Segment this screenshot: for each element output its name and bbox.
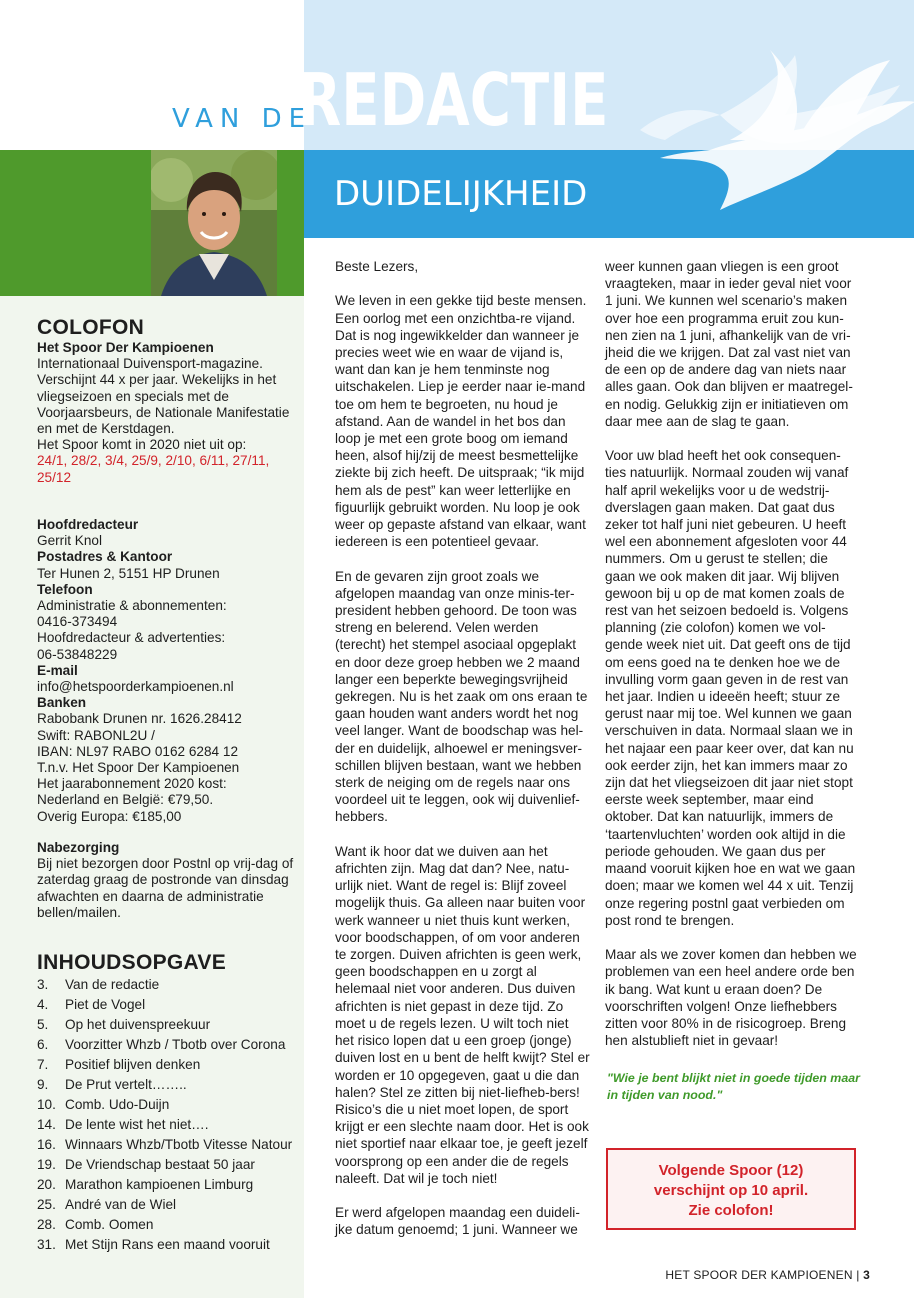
colofon-contacts	[37, 517, 299, 825]
price-intro: Het jaarabonnement 2020 kost:	[37, 776, 227, 792]
contents-label: Comb. Udo-Duijn	[65, 1097, 170, 1112]
phone-label: Telefoon	[37, 581, 93, 597]
phone-admin: 0416-373494	[37, 614, 118, 630]
phone-editor: 06-53848229	[37, 646, 118, 662]
editor-name: Gerrit Knol	[37, 533, 102, 549]
list-item[interactable]	[37, 1055, 299, 1075]
page-number: 31.	[37, 1237, 56, 1252]
page-number: 7.	[37, 1057, 49, 1072]
page-number: 5.	[37, 1017, 49, 1032]
page-footer	[665, 1268, 870, 1282]
contents-label: Marathon kampioenen Limburg	[65, 1177, 254, 1192]
contents-label: Piet de Vogel	[65, 997, 146, 1012]
banks-label: Banken	[37, 695, 87, 711]
contents-heading: INHOUDSOPGAVE	[37, 951, 227, 974]
list-item[interactable]	[37, 1115, 299, 1135]
dove-icon	[700, 55, 910, 165]
salutation: Beste Lezers,	[335, 259, 419, 274]
aftercare-label: Nabezorging	[37, 840, 120, 855]
paragraph: Voor uw blad heeft het ook consequen-ties natuurlijk. Normaal zouden wij vanaf half april wekelijks voor u de wedstrij-dverslagen gaan maken. Dat gaat dus zeker tot half juni niet gebeuren. U heeft wel een abonnement afgesloten voor 44 nummers. Om u gerust te stellen; die gaan we ook maken dit jaar. Wij blijven gewoon bij u op de mat komen zoals de rest van het seizoen bedoeld is. Volgens planning (zie colofon) komen we vol-gende week niet uit. Dat geeft ons de tijd om eens goed na te denken hoe we de invulling vorm gaan geven in de rest van het jaar. Indien u ideeën heeft; stuur ze gerust naar mij toe. Wel kunnen we gaan verschuiven in data. Normaal slaan we in het najaar een paar keer over, dat kan nu ook eerder zijn, het kan immers maar zo zijn dat het vliegseizoen dit jaar niet stopt eerste week september, maar eind oktober. Dat kan natuurlijk, immers de ‘taartenvluchten’ worden ook altijd in die periode gehouden. We gaan dus per maand vooruit kijken hoe en wat we gaan doen; maar we komen wel 44 x uit. Tenzij onze regering postnl gaat verbieden om post rond te brengen.	[605, 448, 856, 928]
bank-line: Rabobank Drunen nr. 1626.28412	[37, 711, 242, 727]
section-title: REDACTIE	[298, 58, 609, 142]
contents-label: André van de Wiel	[65, 1197, 177, 1212]
notice-line: Volgende Spoor (12)	[658, 1162, 804, 1179]
list-item[interactable]	[37, 1155, 299, 1175]
contents-label: Voorzitter Whzb / Tbotb over Corona	[65, 1037, 286, 1052]
contents-label: De lente wist het niet….	[65, 1117, 209, 1132]
next-issue-notice	[606, 1148, 856, 1230]
contents-label: Op het duivenspreekuur	[65, 1017, 211, 1032]
paragraph: Er werd afgelopen maandag een duideli-jke datum genoemd; 1 juni. Wanneer we	[335, 1205, 580, 1238]
page-number: 25.	[37, 1197, 56, 1212]
page-number: 3	[863, 1268, 870, 1282]
list-item[interactable]	[37, 1175, 299, 1195]
paragraph: En de gevaren zijn groot zoals we afgelopen maandag van onze minis-ter-president hebben gehoord. De toon was streng en belerend. Velen werden (terecht) het stempel asociaal opgeplakt en door deze groep hebben we 2 maand langer een beperkte bewegingsvrijheid gekregen. Nu is het zaak om ons eraan te gaan houden want anders wordt het nog veel langer. Want de boodschap was hel-der en duidelijk, alhoewel er meningsver-schillen blijven bestaan, want we hebben sterk de neiging om de regels naar ons voordeel uit te leggen, ook wij duivenlief-hebbers.	[335, 568, 588, 825]
contents-label: De Prut vertelt……..	[65, 1077, 187, 1092]
table-of-contents	[37, 951, 299, 1255]
price-eu: Overig Europa: €185,00	[37, 808, 182, 824]
editor-label: Hoofdredacteur	[37, 517, 139, 532]
contents-list	[37, 975, 299, 1255]
footer-publication: HET SPOOR DER KAMPIOENEN	[665, 1268, 853, 1282]
page-number: 28.	[37, 1217, 56, 1232]
page-number: 16.	[37, 1137, 56, 1152]
list-item[interactable]	[37, 1075, 299, 1095]
article-column-2	[605, 258, 861, 1067]
bank-line: Swift: RABONL2U /	[37, 727, 155, 743]
footer-separator: |	[856, 1268, 860, 1282]
bank-line: IBAN: NL97 RABO 0162 6284 12	[37, 743, 239, 759]
list-item[interactable]	[37, 975, 299, 995]
article-column-1	[335, 258, 591, 1256]
contents-label: Positief blijven denken	[65, 1057, 201, 1072]
email-address[interactable]: info@hetspoorderkampioenen.nl	[37, 679, 234, 695]
list-item[interactable]	[37, 995, 299, 1015]
colofon	[37, 316, 299, 486]
aftercare-text: Bij niet bezorgen door Postnl op vrij-dag of zaterdag graag de postronde van dinsdag afwachten en daarna de administratie bellen/mailen.	[37, 856, 294, 920]
editor-photo	[151, 150, 277, 296]
page-number: 10.	[37, 1097, 56, 1112]
list-item[interactable]	[37, 1215, 299, 1235]
skip-dates: 24/1, 28/2, 3/4, 25/9, 2/10, 6/11, 27/11, 25/12	[37, 453, 270, 485]
publication-name: Het Spoor Der Kampioenen	[37, 340, 214, 355]
notice-line: verschijnt op 10 april.	[653, 1182, 809, 1199]
contents-label: Winnaars Whzb/Tbotb Vitesse Natour	[65, 1137, 293, 1152]
page-number: 14.	[37, 1117, 56, 1132]
pull-quote: "Wie je bent blijkt niet in goede tijden maar in tijden van nood."	[607, 1071, 860, 1103]
list-item[interactable]	[37, 1015, 299, 1035]
paragraph: weer kunnen gaan vliegen is een groot vraagteken, maar in ieder geval niet voor 1 juni. We kunnen wel scenario’s maken over hoe een programma eruit zou kun-nen zien na 1 juni, afhankelijk van de vri-jheid die we krijgen. Dat zal vast niet van de een op de andere dag van niets naar alles gaan. Ook dan blijven er maatregel-en nodig. Gelukkig zijn er initiatieven om daar mee aan de slag te gaan.	[605, 259, 853, 429]
contents-label: De Vriendschap bestaat 50 jaar	[65, 1157, 255, 1172]
price-nl-be: Nederland en België: €79,50.	[37, 792, 214, 808]
paragraph: Maar als we zover komen dan hebben we problemen van een heel andere orde ben ik bang. Wat kunt u eraan doen? De voorschriften volgen! Onze liefhebbers zitten voor 80% in de risicogroep. Breng hen alstublieft niet in gevaar!	[605, 947, 857, 1049]
page-number: 19.	[37, 1157, 56, 1172]
phone-admin-label: Administratie & abonnementen:	[37, 598, 227, 614]
contents-label: Comb. Oomen	[65, 1217, 154, 1232]
page-number: 3.	[37, 977, 49, 992]
colofon-heading: COLOFON	[37, 316, 145, 339]
address-label: Postadres & Kantoor	[37, 549, 173, 565]
list-item[interactable]	[37, 1035, 299, 1055]
page-number: 9.	[37, 1077, 49, 1092]
phone-editor-label: Hoofdredacteur & advertenties:	[37, 630, 226, 646]
list-item[interactable]	[37, 1235, 299, 1255]
email-label: E-mail	[37, 662, 78, 678]
paragraph: Want ik hoor dat we duiven aan het africhten zijn. Mag dat dan? Nee, natu-urlijk niet. Want de regel is: Blijf zoveel mogelijk thuis. Ga alleen naar buiten voor werk wanneer u niet thuis kunt werken, voor boodschappen, of om voor anderen te zorgen. Duiven africhten is geen werk, geen boodschappen en u zorgt al helemaal niet voor anderen. Dus duiven africhten is niet gepast in deze tijd. Zo moet u de regels lezen. U wilt toch niet het risico lopen dat u een groep (jonge) duiven lost en u bent de helft kwijt? Stel er worden er 10 opgegeven, gaat u die dan halen? Stel ze zitten bij niet-liefheb-bers! Risico’s die u niet moet lopen, de sport krijgt er een slechte naam door. Het is ook niet sportief naar elkaar toe, je geeft jezelf voorsprong op een ander die de regels naleeft. Dat wil je toch niet!	[335, 843, 590, 1186]
list-item[interactable]	[37, 1195, 299, 1215]
paragraph: We leven in een gekke tijd beste mensen. Een oorlog met een onzichtba-re vijand. Dat is nog ingewikkelder dan wanneer je precies weet wie en waar de vijand is, want dan kan je hem tenminste nog uitschakelen. Liep je eerder naar ie-mand toe om hem te begroeten, nu houd je afstand. Aan de wandel in het bos dan loop je met een grote boog om iemand heen, alsof hij/zij de meest besmettelijke ziekte bij zich heeft. De uitspraak; “ik mijd hem als de pest” kan weer letterlijke en figuurlijk gebruikt worden. Nu loop je ook weer op gepaste afstand van elkaar, want iedereen is een potentieel gevaar.	[335, 293, 587, 550]
aftercare	[37, 840, 299, 921]
article-title: DUIDELIJKHEID	[334, 174, 588, 214]
contents-label: Met Stijn Rans een maand vooruit	[65, 1237, 270, 1252]
list-item[interactable]	[37, 1095, 299, 1115]
address: Ter Hunen 2, 5151 HP Drunen	[37, 565, 220, 581]
page-number: 6.	[37, 1037, 49, 1052]
notice-line: Zie colofon!	[688, 1202, 774, 1219]
bank-line: T.n.v. Het Spoor Der Kampioenen	[37, 760, 240, 776]
dates-intro: Het Spoor komt in 2020 niet uit op:	[37, 437, 247, 453]
list-item[interactable]	[37, 1135, 299, 1155]
publication-description: Internationaal Duivensport-magazine. Verschijnt 44 x per jaar. Wekelijks in het vliegseizoen en specials met de Voorjaarsbeurs, de Nationale Manifestatie en met de Kerstdagen.	[37, 356, 290, 437]
contents-label: Van de redactie	[65, 977, 160, 992]
page-number: 20.	[37, 1177, 56, 1192]
page-number: 4.	[37, 997, 49, 1012]
section-kicker: VAN DE	[172, 104, 313, 134]
